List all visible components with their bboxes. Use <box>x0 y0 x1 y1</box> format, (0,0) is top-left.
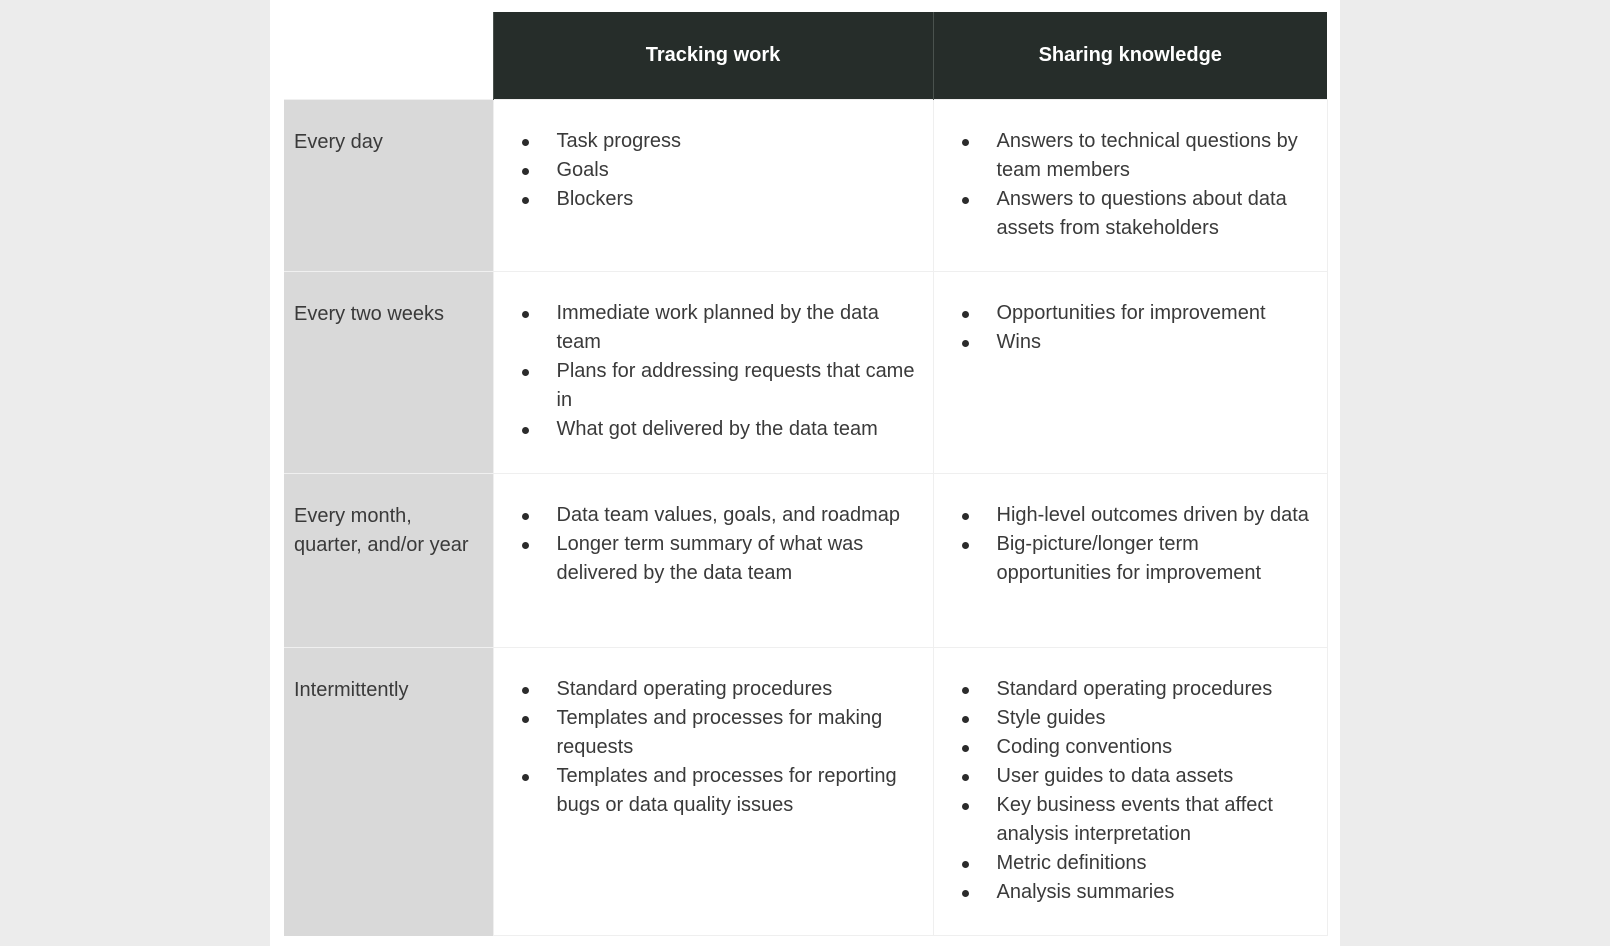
table-row <box>284 648 1327 936</box>
sharing-knowledge-cell <box>933 272 1327 474</box>
header-row <box>284 12 1327 100</box>
row-label: Every two weeks <box>284 272 493 474</box>
table-row <box>284 474 1327 648</box>
bullet-list <box>494 299 923 444</box>
table-row <box>284 272 1327 474</box>
list-item: Wins <box>997 328 1317 357</box>
list-item: Coding conventions <box>997 733 1317 762</box>
sharing-knowledge-cell <box>933 648 1327 936</box>
sharing-knowledge-cell <box>933 474 1327 648</box>
tracking-work-cell <box>493 648 933 936</box>
list-item: Analysis summaries <box>997 878 1317 907</box>
list-item: Style guides <box>997 704 1317 733</box>
row-label: Intermittently <box>284 648 493 936</box>
column-header-sharing-knowledge: Sharing knowledge <box>933 12 1327 100</box>
list-item: Templates and processes for making requests <box>557 704 923 762</box>
table-row <box>284 100 1327 272</box>
list-item: Answers to technical questions by team members <box>997 127 1317 185</box>
list-item: Data team values, goals, and roadmap <box>557 501 923 530</box>
bullet-list <box>934 675 1317 907</box>
document-page <box>270 0 1340 946</box>
list-item: Standard operating procedures <box>557 675 923 704</box>
corner-cell <box>284 12 493 100</box>
list-item: Task progress <box>557 127 923 156</box>
list-item: Templates and processes for reporting bugs or data quality issues <box>557 762 923 820</box>
tracking-work-cell <box>493 100 933 272</box>
list-item: Longer term summary of what was delivered by the data team <box>557 530 923 588</box>
list-item: Big-picture/longer term opportunities for improvement <box>997 530 1317 588</box>
list-item: Blockers <box>557 185 923 214</box>
tracking-work-cell <box>493 272 933 474</box>
column-header-tracking-work: Tracking work <box>493 12 933 100</box>
list-item: Key business events that affect analysis interpretation <box>997 791 1317 849</box>
sharing-knowledge-cell <box>933 100 1327 272</box>
list-item: High-level outcomes driven by data <box>997 501 1317 530</box>
bullet-list <box>934 501 1317 588</box>
list-item: Goals <box>557 156 923 185</box>
list-item: User guides to data assets <box>997 762 1317 791</box>
bullet-list <box>934 127 1317 243</box>
list-item: Opportunities for improvement <box>997 299 1317 328</box>
tracking-work-cell <box>493 474 933 648</box>
row-label: Every month, quarter, and/or year <box>284 474 493 648</box>
bullet-list <box>934 299 1317 357</box>
row-label: Every day <box>284 100 493 272</box>
list-item: Metric definitions <box>997 849 1317 878</box>
bullet-list <box>494 675 923 820</box>
list-item: What got delivered by the data team <box>557 415 923 444</box>
list-item: Plans for addressing requests that came in <box>557 357 923 415</box>
list-item: Standard operating procedures <box>997 675 1317 704</box>
bullet-list <box>494 127 923 214</box>
communication-schedule-table <box>284 12 1328 936</box>
list-item: Immediate work planned by the data team <box>557 299 923 357</box>
list-item: Answers to questions about data assets from stakeholders <box>997 185 1317 243</box>
bullet-list <box>494 501 923 588</box>
